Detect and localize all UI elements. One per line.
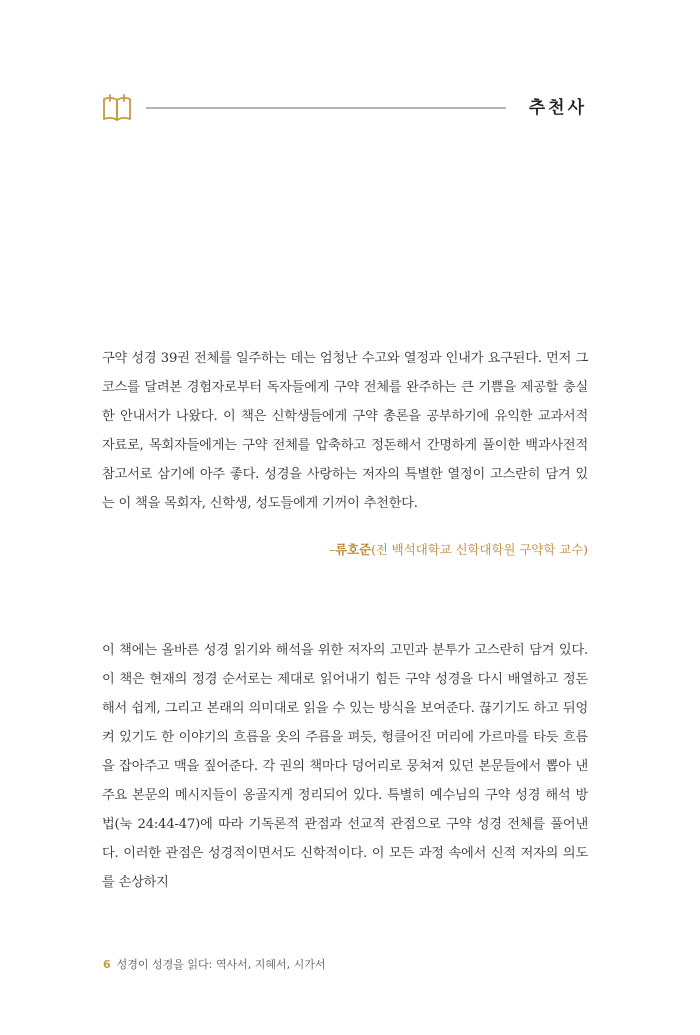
running-title: 성경이 성경을 읽다: 역사서, 지혜서, 시가서 (116, 958, 326, 971)
recommendation-paragraph-2: 이 책에는 올바른 성경 읽기와 해석을 위한 저자의 고민과 분투가 고스란히 담겨 있다. 이 책은 현재의 정경 순서로는 제대로 읽어내기 힘든 구약 성경을 다시 배열하고 정돈해서 쉽게, 그리고 본래의 의미대로 읽을 수 있는 방식을 보여준다. 끊기기도 하고 뒤엉켜 있기도 한 이야기의 흐름을 옷의 주름을 펴듯, 헝클어진 머리에 가르마를 타듯 흐름을 잡아주고 맥을 짚어준다. 각 권의 책마다 덩어리로 뭉쳐져 있던 본문들에서 뽑아 낸 주요 본문의 메시지들이 옹골지게 정리되어 있다. 특별히 예수님의 구약 성경 해석 방법(눅 24:44-47)에 따라 기독론적 관점과 선교적 관점으로 구약 성경 전체를 풀어낸다. 이러한 관점은 성경적이면서도 신학적이다. 이 모든 과정 속에서 신적 저자의 의도를 손상하지 (102, 643, 588, 890)
header-divider (146, 107, 506, 109)
page-footer (103, 956, 325, 972)
page-number: 6 (103, 958, 111, 971)
open-book-icon (102, 94, 132, 122)
page-header (102, 88, 587, 128)
recommendation-paragraph-1: 구약 성경 39권 전체를 일주하는 데는 엄청난 수고와 열정과 인내가 요구된다. 먼저 그 코스를 달려본 경험자로부터 독자들에게 구약 전체를 완주하는 큰 기쁨을 제공할 충실한 안내서가 나왔다. 이 책은 신학생들에게 구약 총론을 공부하기에 유익한 교과서적 자료로, 목회자들에게는 구약 전체를 압축하고 정돈해서 간명하게 풀이한 백과사전적 참고서로 삼기에 아주 좋다. 성경을 사랑하는 저자의 특별한 열정이 고스란히 담겨 있는 이 책을 목회자, 신학생, 성도들에게 기꺼이 추천한다. (102, 351, 588, 511)
attribution-dash: – (328, 542, 336, 557)
section-title: 추천사 (528, 98, 587, 118)
attribution-title: (전 백석대학교 신학대학원 구약학 교수) (371, 542, 588, 557)
recommendation-attribution-1 (329, 540, 588, 558)
attribution-name: 류호준 (335, 542, 372, 557)
